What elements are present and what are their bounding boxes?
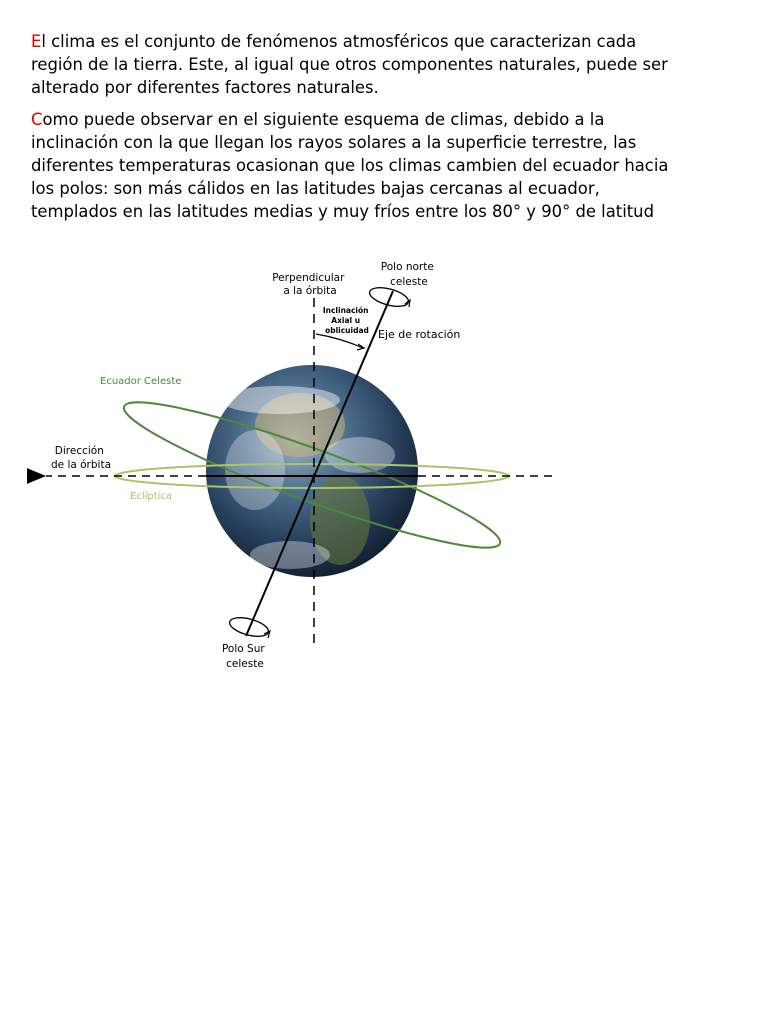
paragraph-line: templados en las latitudes medias y muy fríos entre los 80° y 90° de latitud <box>31 202 654 221</box>
earth-globe <box>206 365 418 577</box>
paragraph-line: alterado por diferentes factores naturales. <box>31 78 379 97</box>
paragraph-line: diferentes temperaturas ocasionan que los climas cambien del ecuador hacia <box>31 156 669 175</box>
earth-axis-diagram <box>0 250 768 680</box>
tilt-angle-arc <box>316 334 363 348</box>
label-north-pole: Polo norte celeste <box>380 261 434 288</box>
label-south-pole: Polo Sur celeste <box>221 643 265 670</box>
paragraph-line: los polos: son más cálidos en las latitudes bajas cercanas al ecuador, <box>31 179 600 198</box>
label-celestial-equator: Ecuador Celeste <box>100 376 182 387</box>
paragraph-climate-scheme <box>31 108 751 223</box>
paragraph-line: El clima es el conjunto de fenómenos atmosféricos que caracterizan cada <box>31 32 637 51</box>
paragraph-climate-definition <box>31 30 751 99</box>
label-perpendicular: Perpendicular a la órbita <box>272 272 345 297</box>
paragraph-line: inclinación con la que llegan los rayos solares a la superficie terrestre, las <box>31 133 637 152</box>
paragraph-line: Como puede observar en el siguiente esquema de climas, debido a la <box>31 110 605 129</box>
drop-initial: E <box>31 32 42 51</box>
label-rotation-axis: Eje de rotación <box>378 328 461 341</box>
paragraph-line: región de la tierra. Este, al igual que otros componentes naturales, puede ser <box>31 55 668 74</box>
label-axial-tilt: Inclinación Axial u oblicuidad <box>322 306 369 335</box>
drop-initial: C <box>31 110 43 129</box>
label-orbit-direction: Dirección de la órbita <box>50 445 112 471</box>
label-ecliptic: Eclíptica <box>130 491 173 502</box>
